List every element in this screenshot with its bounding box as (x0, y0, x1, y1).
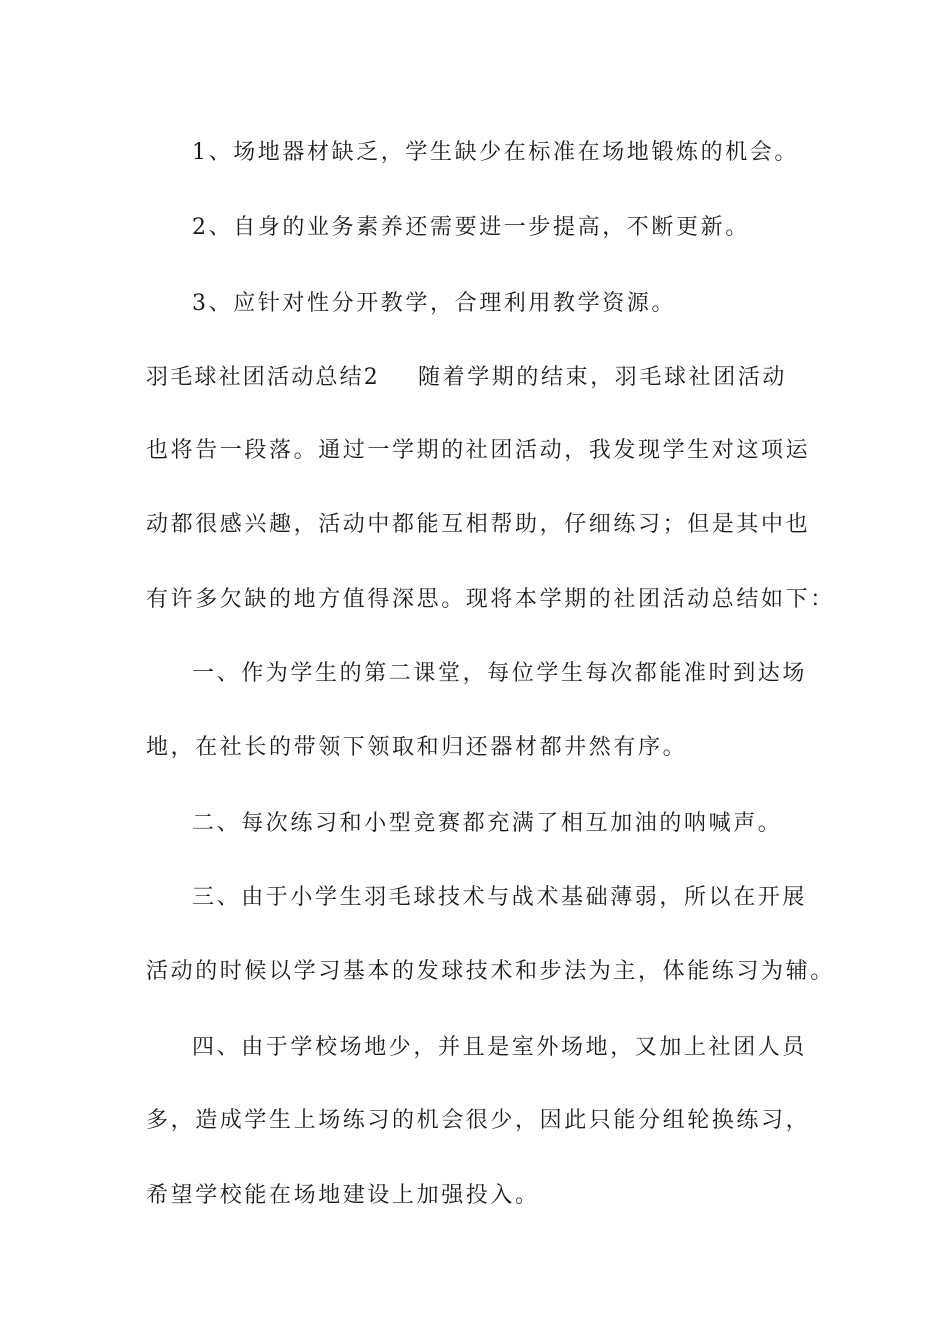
point-four-line-3: 希望学校能在场地建设上加强投入。 (146, 1183, 540, 1208)
intro-line-3: 动都很感兴趣，活动中都能互相帮助，仔细练习；但是其中也 (146, 512, 811, 537)
intro-line-1: 随着学期的结束，羽毛球社团活动 (418, 365, 788, 390)
point-two-line-1: 二、每次练习和小型竞赛都充满了相互加油的呐喊声。 (192, 811, 783, 836)
point-four-line-1: 四、由于学校场地少，并且是室外场地，又加上社团人员 (192, 1035, 808, 1060)
point-four-line-2: 多，造成学生上场练习的机会很少，因此只能分组轮换练习， (146, 1108, 811, 1133)
section-title: 羽毛球社团活动总结2 (146, 365, 380, 390)
list-item-2: 2、自身的业务素养还需要进一步提高，不断更新。 (192, 215, 750, 240)
point-one-line-1: 一、作为学生的第二课堂，每位学生每次都能准时到达场 (192, 661, 808, 686)
intro-line-4: 有许多欠缺的地方值得深思。现将本学期的社团活动总结如下： (146, 587, 835, 612)
point-one-line-2: 地，在社长的带领下领取和归还器材都井然有序。 (146, 735, 688, 760)
list-item-3: 3、应针对性分开教学，合理利用教学资源。 (192, 291, 676, 316)
list-item-1: 1、场地器材缺乏，学生缺少在标准在场地锻炼的机会。 (192, 140, 799, 165)
point-three-line-1: 三、由于小学生羽毛球技术与战术基础薄弱，所以在开展 (192, 885, 808, 910)
section-heading-line (146, 363, 806, 393)
intro-line-2: 也将告一段落。通过一学期的社团活动，我发现学生对这项运 (146, 438, 811, 463)
point-three-line-2: 活动的时候以学习基本的发球技术和步法为主，体能练习为辅。 (146, 959, 835, 984)
